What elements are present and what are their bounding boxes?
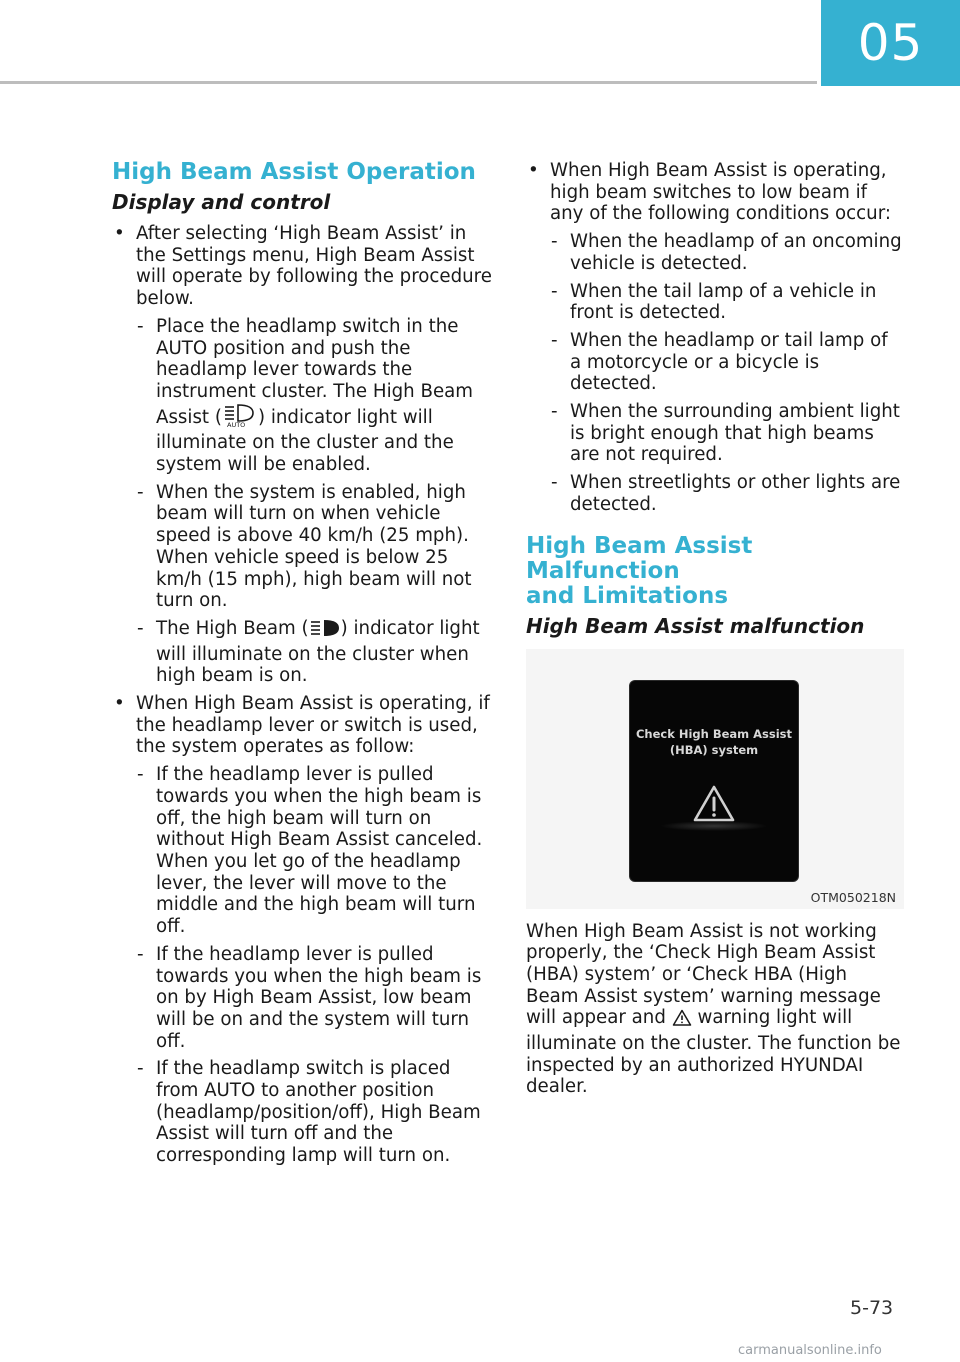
right-column xyxy=(526,160,904,1098)
dash-oncoming-headlamp: - When the headlamp of an oncoming vehicle is detected. xyxy=(526,231,904,274)
dash-tail-lamp: - When the tail lamp of a vehicle in front is detected. xyxy=(526,281,904,324)
figure-caption: OTM050218N xyxy=(810,889,896,905)
bullet-settings-menu: • After selecting ‘High Beam Assist’ in the Settings menu, High Beam Assist will operate by following the procedure below. xyxy=(112,223,492,310)
watermark: carmanualsonline.info xyxy=(738,1343,882,1358)
dash-switch-from-auto: - If the headlamp switch is placed from AUTO to another position (headlamp/position/off), High Beam Assist will turn off and the corresponding lamp will turn on. xyxy=(112,1058,492,1167)
bullet-lever-or-switch: • When High Beam Assist is operating, if the headlamp lever or switch is used, the system operates as follow: xyxy=(112,693,492,758)
high-beam-assist-icon xyxy=(222,403,258,433)
bullet-switch-to-low-beam: • When High Beam Assist is operating, high beam switches to low beam if any of the following conditions occur: xyxy=(526,160,904,225)
subsection-title-malfunction: High Beam Assist malfunction xyxy=(526,613,865,638)
high-beam-icon xyxy=(309,618,341,644)
dash-lever-pulled-on: - If the headlamp lever is pulled towards you when the high beam is on by High Beam Assist, low beam will be on and the system will turn off. xyxy=(112,944,492,1053)
dash-lever-pulled-off: - If the headlamp lever is pulled towards you when the high beam is off, the high beam will turn on without High Beam Assist canceled. When you let go of the headlamp lever, the lever will move to the middle and the high beam will turn off. xyxy=(112,764,492,938)
page-number: 5-73 xyxy=(850,1297,894,1319)
left-column xyxy=(112,160,492,1173)
dash-auto-position: - Place the headlamp switch in the AUTO position and push the headlamp lever towards the instrument cluster. The High Beam Assist ( AUTO ) indicator light will illuminate on the cluster and the system will be enabled. xyxy=(112,316,492,476)
section-title-malfunction: High Beam Assist Malfunction and Limitations xyxy=(526,532,753,609)
svg-text:AUTO: AUTO xyxy=(226,420,246,427)
subsection-title-display-control: Display and control xyxy=(112,190,331,214)
section-title-operation: High Beam Assist Operation xyxy=(112,159,476,185)
warning-triangle-inline-icon xyxy=(672,1009,692,1033)
cluster-warning-figure xyxy=(526,649,904,909)
cluster-warning-message: Check High Beam Assist (HBA) system xyxy=(635,726,793,757)
header-rule xyxy=(0,81,817,84)
malfunction-paragraph: When High Beam Assist is not working properly, the ‘Check High Beam Assist (HBA) system’ or ‘Check HBA (High Beam Assist system’ warning message will appear and warning light will illuminate on the cluster. The function be inspected by an authorized HYUNDAI dealer. xyxy=(526,920,901,1098)
cluster-display xyxy=(630,681,798,881)
dash-ambient-light: - When the surrounding ambient light is bright enough that high beams are not required. xyxy=(526,401,904,466)
dash-speed-threshold: - When the system is enabled, high beam will turn on when vehicle speed is above 40 km/h (25 mph). When vehicle speed is below 25 km/h (15 mph), high beam will not turn on. xyxy=(112,482,492,612)
dash-motorcycle-bicycle: - When the headlamp or tail lamp of a motorcycle or a bicycle is detected. xyxy=(526,330,904,395)
dash-high-beam-indicator: - The High Beam ( ) indicator light will illuminate on the cluster when high beam is on. xyxy=(112,618,492,687)
dash-streetlights: - When streetlights or other lights are detected. xyxy=(526,472,904,515)
screen-glow xyxy=(660,821,768,831)
chapter-tab xyxy=(821,0,960,86)
chapter-number: 05 xyxy=(857,14,924,72)
